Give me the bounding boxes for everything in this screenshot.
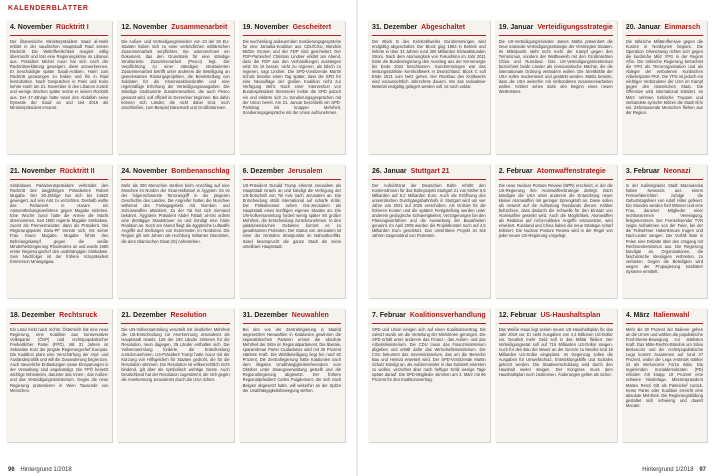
card-divider [372, 179, 486, 180]
card-header [622, 308, 707, 323]
issue-label-right: Hintergrund 1/2018 [642, 467, 694, 473]
card-date: 26. Januar [372, 168, 407, 175]
card-divider [499, 323, 613, 324]
card-divider [243, 179, 341, 180]
calendar-card [117, 308, 233, 442]
card-body-text: Ein Land rückt nach rechts: Österreich hat eine neue Regierung, eine Koalition aus konservativer Volkspartei (ÖVP) und rechtspopulistischer Freiheitlicher Partei (FPÖ). Mit 31 Jahren ist Sebastian Kurz der jüngste Regierungschef Europas. Die Koalition plant eine Verschärfung der Asyl- und Ausländerpolitik und will die Zuwanderung begrenzen. Auch steuerliche Entlastungen sowie Einsparungen in der Verwaltung sind angekündigt. Die FPÖ besetzt wichtige Ministerien, darunter das Innen-, das Außen- und das Verteidigungsministerium. Gegen die neue Regierung protestieren in Wien Tausende von Menschen. [10, 327, 109, 393]
calendar-card [6, 308, 112, 442]
card-divider [499, 35, 613, 36]
card-title: Bombenanschlag [171, 168, 230, 175]
card-divider [121, 323, 229, 324]
page-spine [356, 0, 358, 476]
card-body-text: Die neue Nuclear Posture Review (NPR) erscheint, in der die US-Regierung ihre Atomwaffenstrategie darlegt. Darin kündigen die USA unter anderem die Entwicklung neuer kleiner Atomwaffen mit geringer Sprengkraft an. Diese sollen als Antwort auf die Aufrüstung Russlands dienen. Kritiker befürchten, dass dadurch die Schwelle für den Einsatz von Atomwaffen gesenkt wird. Auch die Möglichkeit, Atomwaffen als Reaktion auf nicht-nukleare Angriffe einzusetzen, wird erweitert. Russland und China haben die neue Strategie scharf kritisiert. Die Nuclear Posture Review wird in der Regel von jeder neuen US-Regierung vorgelegt. [498, 183, 613, 239]
card-date: 21. Dezember [121, 312, 167, 319]
card-date: 19. Januar [498, 24, 534, 31]
card-divider [372, 35, 486, 36]
calendar-card [495, 164, 617, 298]
card-header [117, 308, 233, 323]
card-title: Abgeschaltet [421, 24, 466, 31]
card-header [6, 164, 112, 179]
card-date: 18. Dezember [10, 312, 56, 319]
card-body-text: Die Außen- und Verteidigungsminister von 23 der 28 EU-Staaten haben sich zu einer verbindlichen militärischen Zusammenarbeit verpflichtet. Sie unterzeichnen ein Dokument, das den Grundstein für eine ständige Strukturierte Zusammenarbeit (Pesco) legt. Die Verpflichtung zu einer ständigen strukturierten Zusammenarbeit betrifft unter anderem die Beteiligung an gemeinsamen Rüstungsprojekten, die Bereitstellung von Soldaten für die Krisenreaktionskräfte und eine regelmäßige Erhöhung der Verteidigungsausgaben. Die ständige strukturierte Zusammenarbeit, die auch Pesco genannt wird, soll offiziell im Dezember beginnen. Bis dahin können sich Länder, die nicht dabei sind, noch anschließen, zum Beispiel Dänemark und Großbritannien. [121, 39, 230, 110]
card-body-text: Simbabwes Parlamentspräsident verkündet den Rücktritt des langjährigen Präsidenten Robert Mugabe. Der 93-Jährige hat sich bis zuletzt geweigert, auf sein Amt zu verzichten. Deshalb wollte das Parlament in Harare ein Amtsenthebungsverfahren gegen Mugabe einleiten. Eine Woche zuvor hatte die Armee die Macht übernommen. Seit 1980 regierte Mugabe Simbabwe, zuerst als Premierminister, dann als Präsident. Die Regierungspartei Zanu-PF trennte sich, mit seiner Frau Grace Mugabe, Mugabe führte den Befreiungskampf gegen die weiße Minderheitsregierung Rhodesiens an und wurde 1980 erster Regierungschef des unabhängigen Simbabwe. Sein Nachfolger ist der frühere Vizepräsident Emmerson Mnangagwa. [10, 183, 109, 264]
card-header [368, 308, 490, 323]
calendar-card [239, 20, 345, 154]
card-body-text: Die wochenlang andauernden Sondierungsgespräche für eine Jamaika-Koalition aus CDU/CSU, Bündnis 90/Die Grünen und der FDP sind gescheitert. Der FDP-Parteichef Christian Lindner erklärt am Abend, dass die FDP aus den Verhandlungen aussteigen wird: Es ist besser, nicht zu regieren, als falsch zu regieren, sagt Lindner. Die SPD-Vorsitzende Martin Schulz betonte einen Tag später, dass die SPD für eine Neuauflage der großen Koalition nicht zur Verfügung steht. Nach einer Intervention von Bundespräsident Steinmeier lenkte die SPD jedoch ein und erklärte sich zu Sondierungsgesprächen mit der Union bereit. Am 21. Januar beschließt ein SPD-Parteitag mit knapper Mehrheit, Sondierungsgespräche mit der Union aufzunehmen. [242, 39, 341, 115]
card-divider [10, 35, 108, 36]
card-header [117, 20, 233, 35]
card-title: Einmarsch [664, 24, 701, 31]
card-body-text: Mehr als 300 Menschen sterben beim Anschlag auf eine Moschee im Norden der Sinai-Halbinsel in Ägypten. Es ist der folgenschwerste Terrorangriff in der jüngeren Geschichte des Landes. Die Angreifer hatten die Moschee während des Freitagsgebets mit Bomben und Schusswaffen attackiert. Zu der Tat hat sich niemand bekannt. Ägyptens Präsident Abdel Fattah al-Sisi ordnet eine dreitägige Staatstrauer an und kündigt eine harte Reaktion an. Noch am Abend fliegt die ägyptische Luftwaffe Angriffe auf Stellungen von Extremisten im Nordsinai. Die Region gilt seit Jahren als Hochburg militanter Islamisten, die dem Islamischen Staat (IS) nahestehen. [121, 183, 230, 244]
card-body-text: Bei den von der Zentralregierung in Madrid angesetzten Neuwahlen in Katalonien gewinnen die separatistischen Parteien erneut die absolute Mehrheit der Sitze im Regionalparlament. Die liberale, spanientreue Partei Ciudadanos wird mit 25 Prozent stärkste Kraft. Die Wahlbeteiligung liegt bei rund 82 Prozent. Die Zentralregierung hatte Katalonien nach dem illegalen Unabhängigkeitsreferendum vom Oktober unter Zwangsverwaltung gestellt und die Regionalregierung abgesetzt. Der frühere Regionalpräsident Carles Puigdemont, der sich nach Belgien abgesetzt hatte, will weiterhin an der Spitze der Unabhängigkeitsbewegung stehen. [242, 327, 341, 393]
section-label: KALENDERBLÄTTER [8, 5, 89, 12]
card-divider [121, 35, 229, 36]
card-date: 12. November [121, 24, 168, 31]
card-body-text: Die US-Verteidigungsminister James Mattis präsentiert die neue nationale Verteidigungsstrategie der Vereinigten Staaten. Im Mittelpunkt steht nicht mehr der Kampf gegen den Terrorismus, sondern der Wettbewerb mit den Großmächten China und Russland. Das US-Verteidigungsministerium bezeichnet beide Länder als revisionistische Mächte, die die internationale Ordnung verändern wollen. Die Streitkräfte der USA sollen modernisiert und gestärkt werden. Mattis betonte, dass die USA weiterhin mit Verbündeten zusammenarbeiten wollen. Kritiker sehen darin den Beginn eines neuen Wettrüstens. [498, 39, 613, 95]
card-date: 4. November [10, 24, 53, 31]
card-body-text: US-Präsident Donald Trump erkennt Jerusalem als Hauptstadt Israels an und kündigt die Verlegung der US-Botschaft von Tel Aviv nach Jerusalem an. Die Entscheidung stößt international auf scharfe Kritik. Die Palästinenser sehen Ost-Jerusalem als Hauptstadt eines künftigen eigenen Staates an. Die UN-Vollversammlung fordert wenig später mit großer Mehrheit, die Entscheidung zurückzunehmen. In den palästinensischen Gebieten kommt es zu gewaltsamen Protesten. Der Status von Jerusalem ist einer der zentralen Streitpunkte im Nahostkonflikt. Israel beansprucht die ganze Stadt als seine unteilbare Hauptstadt. [242, 183, 341, 249]
card-body-text: SPD und Union einigen sich auf einen Koalitionsvertrag. Bis zuletzt wurde um die Verteilung der Ministerien gerungen. Die SPD erhält unter anderem das Finanz-, das Außen- und das Arbeitsministerium. Die CDU muss das Finanzministerium abgeben und erhält dafür das Wirtschaftsministerium. Die CSU bekommt das Innenministerium, das um die Bereiche Bau und Heimat erweitert wird. Der SPD-Vorsitzende Martin Schulz kündigt an, als Außenminister in das Kabinett eintreten zu wollen, verzichtet aber nach heftiger Kritik wenige Tage später darauf. Die SPD-Mitglieder stimmen am 4. März mit 66 Prozent für den Koalitionsvertrag. [372, 327, 486, 383]
card-body-text: Der Aufsichtsrat der Deutschen Bahn erhöht den Kostenrahmen für das Bahnprojekt Stuttgart 21 von bisher 6,5 Milliarden auf 8,2 Milliarden Euro. Auch die Eröffnung des unterirdischen Durchgangsbahnhofs in Stuttgart wird um vier Jahre von 2021 auf 2025 verschoben. Als Gründe für die höheren Kosten und die spätere Fertigstellung werden unter anderem geologische Schwierigkeiten, Verzögerungen bei den Planungsverfahren und die Ausweitung der Bauarbeiten genannt. Im April 2009 wurden die Projektkosten noch auf 4,5 Milliarden Euro geschätzt. Das umstrittene Projekt ist seit Jahren Gegenstand von Protesten. [372, 183, 486, 239]
card-body-text: Die UN-Vollversammlung verurteilt mit deutlicher Mehrheit die US-Entscheidung zur Anerkennung Jerusalems als Hauptstadt Israels. 128 der 193 Länder stimmen für die Resolution, neun dagegen, 35 Länder enthalten sich. Die Vollversammlung forderte, die Entscheidung zurückzunehmen. US-Präsident Trump hatte zuvor mit der Kürzung von Hilfsgeldern für Staaten gedroht, die für die Resolution stimmen. Die Resolution ist völkerrechtlich nicht bindend, gilt aber als symbolisch wichtige Geste. Auch Deutschland hat der Resolution zugestimmt, die sich gegen die Anerkennung Jerusalems durch die USA richtet. [121, 327, 230, 383]
card-divider [10, 323, 108, 324]
card-body-text: Mehr als 30 Prozent der Italiener gehen an die Urnen und wählen die populistische Fünf-Sterne-Bewegung zur stärksten Kraft. Das Mitte-Rechts-Bündnis um Silvio Berlusconi und die rechtspopulistische Lega kommt zusammen auf rund 37 Prozent, wobei die Lega erstmals stärker ist als Berlusconis Forza Italia. Die regierenden Sozialdemokraten (PD) erleiden mit knapp 19 Prozent eine schwere Niederlage. Ministerpräsident Matteo Renzi tritt als Parteichef zurück. Keine Partei oder Koalition erreicht eine absolute Mehrheit. Die Regierungsbildung gestaltet sich schwierig und dauert Monate. [625, 327, 703, 408]
card-title: Stuttgart 21 [410, 168, 450, 175]
calendar-card [117, 164, 233, 298]
card-title: Italienwahl [653, 312, 690, 319]
card-title: Neonazi [663, 168, 691, 175]
calendar-card [368, 164, 490, 298]
card-date: 7. Februar [372, 312, 406, 319]
calendar-card [239, 164, 345, 298]
calendar-card [495, 308, 617, 442]
card-date: 4. März [625, 312, 650, 319]
calendar-card [622, 164, 707, 298]
right-footer [642, 467, 706, 473]
card-divider [626, 179, 703, 180]
calendar-card [117, 20, 233, 154]
card-title: Rechtsruck [59, 312, 98, 319]
card-header [368, 164, 490, 179]
calendar-card [622, 20, 707, 154]
card-divider [10, 179, 108, 180]
card-divider [499, 179, 613, 180]
card-title: Jerusalem [287, 168, 323, 175]
card-divider [626, 323, 703, 324]
page-number-right: 97 [699, 467, 706, 473]
card-body-text: In der Kaliningrader Stadt Mazowiecka hatten Neonazis aus einem Fernsehberichten zufolge die Geburtstagsfeier von Adolf Hitler gefeiert. Ein Stunden werden fünf Männer und eine Frau, darunter Mitglieder einer rechtsextremen Vereinigung, festgenommen. Der Fernsehsender TVN zeigte Aufnahmen von der Feier, bei der die Teilnehmer Hakenkreuze trugen und Nazi-Lieder sangen. Der Vorfall löste in Polen eine Debatte über den Umgang mit Rechtsextremismus aus. Die Regierung kündigte an, Organisationen, die faschistische Ideologien verbreiten, zu verbieten. Gegen die Beteiligten wird wegen der Propagierung totalitärer Systeme ermittelt. [625, 183, 703, 274]
card-date: 19. November [242, 24, 289, 31]
card-date: 24. November [121, 168, 168, 175]
card-body-text: Der Block B des Kernkraftwerks Gundremmingen wird endgültig abgeschaltet. Der Block ging 1984 in Betrieb und lieferte in über 33 Jahren rund 300 Milliarden Kilowattstunden Strom. Nach dem Atomunglück von Fukushima im Jahr 2011 hatte die Bundesregierung den Ausstieg aus der Kernenergie bis Ende 2022 beschlossen. Gundremmingen war das leistungsstärkste Kernkraftwerk in Deutschland. Block C soll Ende 2021 vom Netz gehen. Der Rückbau des Kraftwerks wird voraussichtlich Jahrzehnte dauern. Wo das radioaktive Material endgültig gelagert werden soll, ist noch unklar. [372, 39, 486, 90]
card-date: 31. Dezember [372, 24, 418, 31]
card-header [495, 308, 617, 323]
card-title: Verteidigungsstrategie [537, 24, 613, 31]
issue-label-left: Hintergrund 1/2018 [20, 467, 72, 473]
card-divider [626, 35, 703, 36]
card-body-text: Der libanesische Ministerpräsident Saad al-Hariri erklärt in der saudischen Hauptstadt Riad seinen Rücktritt. Die Weltöffentlichkeit reagiert völlig überrascht und löst eine Regierungskrise im Libanon aus. Präsident Michel Aoun hat sich nach der Rücktrittserklärung geweigert, diese anzuerkennen. Er beschuldigte später Saudi-Arabien, Hariri zum Rücktritt gezwungen zu haben und ihn in Riad festzuhalten. Nach Gesprächen in Paris und Kairo kehrte Hariri am 21. November in den Libanon zurück und wenige Wochen später setzte er seinen Rücktritt aus. Der 47-Jährige hatte Hariri den Abdallah seine Dynastie der Saud an und seit 2016 als Ministerpräsident ernannt. [10, 39, 109, 110]
card-header [495, 164, 617, 179]
card-title: Zusammenarbeit [171, 24, 228, 31]
card-date: 6. Dezember [242, 168, 284, 175]
calendar-card [368, 20, 490, 154]
card-title: US-Haushaltsplan [540, 312, 601, 319]
card-title: Neuwahlen [291, 312, 329, 319]
calendar-card [6, 20, 112, 154]
calendar-card [622, 308, 707, 442]
card-title: Rücktritt I [56, 24, 89, 31]
card-divider [243, 323, 341, 324]
card-title: Atomwaffenstrategie [536, 168, 606, 175]
left-footer [8, 467, 72, 473]
card-title: Koalitionsverhandlung [409, 312, 486, 319]
right-page-grid [368, 20, 707, 442]
card-header [239, 20, 345, 35]
card-divider [372, 323, 486, 324]
left-page-grid [6, 20, 345, 442]
card-divider [243, 35, 341, 36]
card-header [368, 20, 490, 35]
card-date: 31. Dezember [242, 312, 288, 319]
card-body-text: Die türkische Militäroffensive gegen die Kurden in Nordsyrien beginnt. Die Operation Olivenzweig richtet sich gegen die kurdische Miliz YPG in der Region Afrin. Die türkische Regierung betrachtet die YPG als Terrororganisation und als Ableger der verbotenen Kurdischen Arbeiterpartei PKK. Die YPG ist jedoch ein wichtiger Verbündeter der USA im Kampf gegen den Islamischen Staat. Die Offensive wird international kritisiert. Im März nehmen türkische Truppen und verbündete syrische Milizen die Stadt Afrin ein. Zehntausende Menschen fliehen aus der Region. [625, 39, 703, 115]
card-header [622, 164, 707, 179]
card-header [622, 20, 707, 35]
card-date: 12. Februar [498, 312, 537, 319]
card-header [117, 164, 233, 179]
calendar-card [495, 20, 617, 154]
card-divider [121, 179, 229, 180]
calendar-card [6, 164, 112, 298]
card-date: 3. Februar [625, 168, 660, 175]
card-title: Rücktritt II [59, 168, 95, 175]
card-date: 20. Januar [625, 24, 661, 31]
card-title: Gescheitert [292, 24, 332, 31]
calendar-card [239, 308, 345, 442]
card-title: Resolution [170, 312, 207, 319]
page-number-left: 96 [8, 467, 15, 473]
card-header [239, 308, 345, 323]
card-body-text: Das Weiße Haus legt seinen neuen US-Haushaltsplan für das Jahr 2019 vor. Er sieht Ausgaben von 4,4 Billionen US-Dollar vor. Deutlich mehr Geld soll in das Militär fließen: Der Verteidigungsetat soll auf 716 Milliarden US-Dollar steigen. Auch für den Bau der Mauer an der Grenze zu Mexiko sind 18 Milliarden US-Dollar eingeplant. Im Gegenzug sollen die Ausgaben für Umweltschutz, Entwicklungshilfe und Soziales gekürzt werden. Die Staatsverschuldung wird durch den Haushalt weiter steigen. Der Kongress muss dem Haushaltsplan noch zustimmen, Änderungen gelten als sicher. [498, 327, 613, 378]
card-header [6, 20, 112, 35]
card-header [495, 20, 617, 35]
card-header [239, 164, 345, 179]
calendar-card [368, 308, 490, 442]
card-date: 21. November [10, 168, 56, 175]
card-header [6, 308, 112, 323]
card-date: 2. Februar [498, 168, 533, 175]
